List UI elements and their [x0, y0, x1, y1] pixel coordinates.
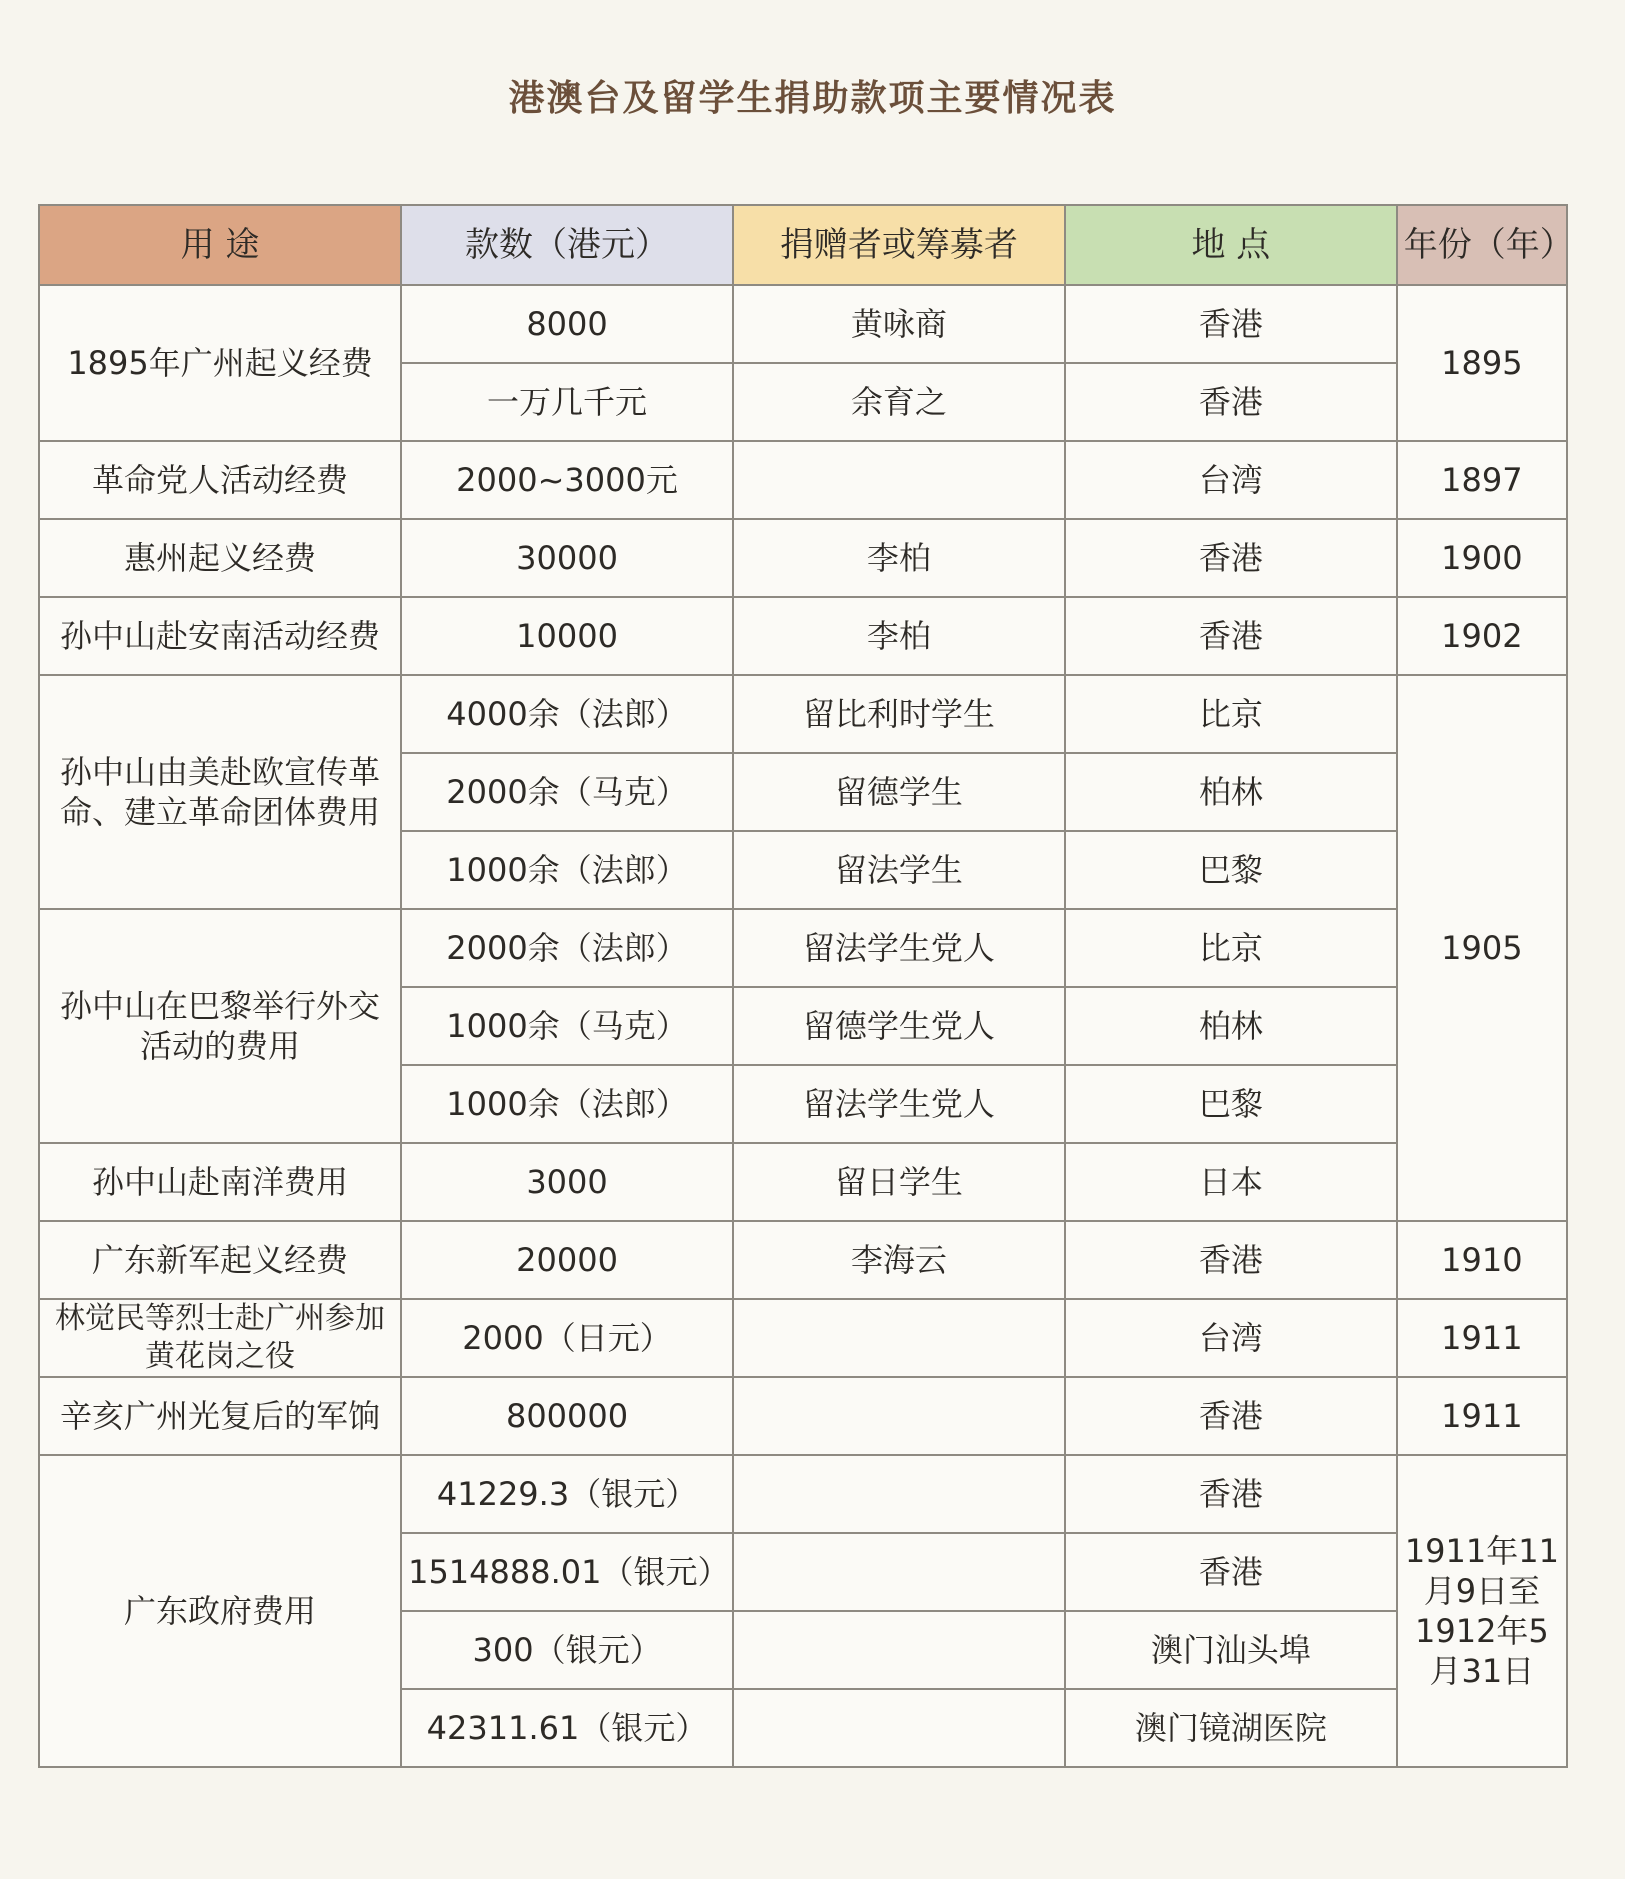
- use-cell: 广东新军起义经费: [39, 1221, 401, 1299]
- page-title: 港澳台及留学生捐助款项主要情况表: [508, 77, 1117, 119]
- place-cell: 台湾: [1065, 1299, 1397, 1377]
- amount-cell: 300（银元）: [401, 1611, 733, 1689]
- amount-cell: 1000余（法郎）: [401, 1065, 733, 1143]
- table-row: [39, 597, 1567, 675]
- donor-cell: 留德学生党人: [733, 987, 1065, 1065]
- place-cell: 香港: [1065, 597, 1397, 675]
- amount-cell: 4000余（法郎）: [401, 675, 733, 753]
- year-cell: 1911: [1397, 1299, 1567, 1377]
- place-cell: 香港: [1065, 1221, 1397, 1299]
- donor-cell: [733, 1377, 1065, 1455]
- donor-cell: 留德学生: [733, 753, 1065, 831]
- year-cell: 1911: [1397, 1377, 1567, 1455]
- amount-cell: 10000: [401, 597, 733, 675]
- place-cell: 台湾: [1065, 441, 1397, 519]
- place-cell: 香港: [1065, 285, 1397, 363]
- use-cell: 林觉民等烈士赴广州参加黄花岗之役: [39, 1299, 401, 1377]
- header-donor: 捐赠者或筹募者: [733, 205, 1065, 285]
- year-cell: 1910: [1397, 1221, 1567, 1299]
- donor-cell: [733, 1689, 1065, 1767]
- year-cell: 1897: [1397, 441, 1567, 519]
- place-cell: 柏林: [1065, 753, 1397, 831]
- amount-cell: 2000余（法郎）: [401, 909, 733, 987]
- donor-cell: [733, 1533, 1065, 1611]
- amount-cell: 2000~3000元: [401, 441, 733, 519]
- place-cell: 香港: [1065, 363, 1397, 441]
- donor-cell: [733, 1299, 1065, 1377]
- donor-cell: 留法学生党人: [733, 1065, 1065, 1143]
- amount-cell: 41229.3（银元）: [401, 1455, 733, 1533]
- place-cell: 巴黎: [1065, 831, 1397, 909]
- place-cell: 柏林: [1065, 987, 1397, 1065]
- table-row: [39, 1299, 1567, 1377]
- use-cell: 惠州起义经费: [39, 519, 401, 597]
- donor-cell: 留法学生: [733, 831, 1065, 909]
- table-row: [39, 909, 1567, 987]
- header-place: 地 点: [1065, 205, 1397, 285]
- amount-cell: 2000（日元）: [401, 1299, 733, 1377]
- use-cell: 孙中山赴南洋费用: [39, 1143, 401, 1221]
- donor-cell: 留法学生党人: [733, 909, 1065, 987]
- header-amount: 款数（港元）: [401, 205, 733, 285]
- donor-cell: 黄咏商: [733, 285, 1065, 363]
- amount-cell: 800000: [401, 1377, 733, 1455]
- table-row: [39, 1221, 1567, 1299]
- place-cell: 香港: [1065, 519, 1397, 597]
- header-year: 年份（年）: [1397, 205, 1567, 285]
- donor-cell: 李海云: [733, 1221, 1065, 1299]
- use-cell: 1895年广州起义经费: [39, 285, 401, 441]
- place-cell: 比京: [1065, 909, 1397, 987]
- amount-cell: 2000余（马克）: [401, 753, 733, 831]
- place-cell: 巴黎: [1065, 1065, 1397, 1143]
- table-row: [39, 1377, 1567, 1455]
- use-cell: 孙中山由美赴欧宣传革命、建立革命团体费用: [39, 675, 401, 909]
- table-header-row: [39, 205, 1567, 285]
- use-cell: 广东政府费用: [39, 1455, 401, 1767]
- donor-cell: 留比利时学生: [733, 675, 1065, 753]
- donor-cell: 李柏: [733, 597, 1065, 675]
- donation-table: [38, 204, 1574, 1768]
- year-cell: 1900: [1397, 519, 1567, 597]
- amount-cell: 1514888.01（银元）: [401, 1533, 733, 1611]
- table-row: [39, 1143, 1567, 1221]
- donor-cell: 余育之: [733, 363, 1065, 441]
- place-cell: 香港: [1065, 1533, 1397, 1611]
- table-row: [39, 519, 1567, 597]
- donor-cell: 留日学生: [733, 1143, 1065, 1221]
- use-cell: 孙中山在巴黎举行外交活动的费用: [39, 909, 401, 1143]
- donor-cell: 李柏: [733, 519, 1065, 597]
- place-cell: 香港: [1065, 1455, 1397, 1533]
- place-cell: 日本: [1065, 1143, 1397, 1221]
- donor-cell: [733, 441, 1065, 519]
- table-row: [39, 675, 1567, 753]
- place-cell: 澳门汕头埠: [1065, 1611, 1397, 1689]
- use-cell: 辛亥广州光复后的军饷: [39, 1377, 401, 1455]
- donation-table-container: [38, 204, 1574, 1768]
- year-cell: 1895: [1397, 285, 1567, 441]
- year-cell: 1902: [1397, 597, 1567, 675]
- amount-cell: 1000余（法郎）: [401, 831, 733, 909]
- table-row: [39, 1455, 1567, 1533]
- amount-cell: 3000: [401, 1143, 733, 1221]
- amount-cell: 8000: [401, 285, 733, 363]
- amount-cell: 1000余（马克）: [401, 987, 733, 1065]
- amount-cell: 一万几千元: [401, 363, 733, 441]
- amount-cell: 30000: [401, 519, 733, 597]
- table-row: [39, 285, 1567, 363]
- use-cell: 革命党人活动经费: [39, 441, 401, 519]
- amount-cell: 42311.61（银元）: [401, 1689, 733, 1767]
- donor-cell: [733, 1611, 1065, 1689]
- year-cell: 1911年11月9日至1912年5月31日: [1397, 1455, 1567, 1767]
- place-cell: 澳门镜湖医院: [1065, 1689, 1397, 1767]
- place-cell: 香港: [1065, 1377, 1397, 1455]
- place-cell: 比京: [1065, 675, 1397, 753]
- use-cell: 孙中山赴安南活动经费: [39, 597, 401, 675]
- table-row: [39, 441, 1567, 519]
- amount-cell: 20000: [401, 1221, 733, 1299]
- donor-cell: [733, 1455, 1065, 1533]
- header-use: 用 途: [39, 205, 401, 285]
- year-cell: 1905: [1397, 675, 1567, 1221]
